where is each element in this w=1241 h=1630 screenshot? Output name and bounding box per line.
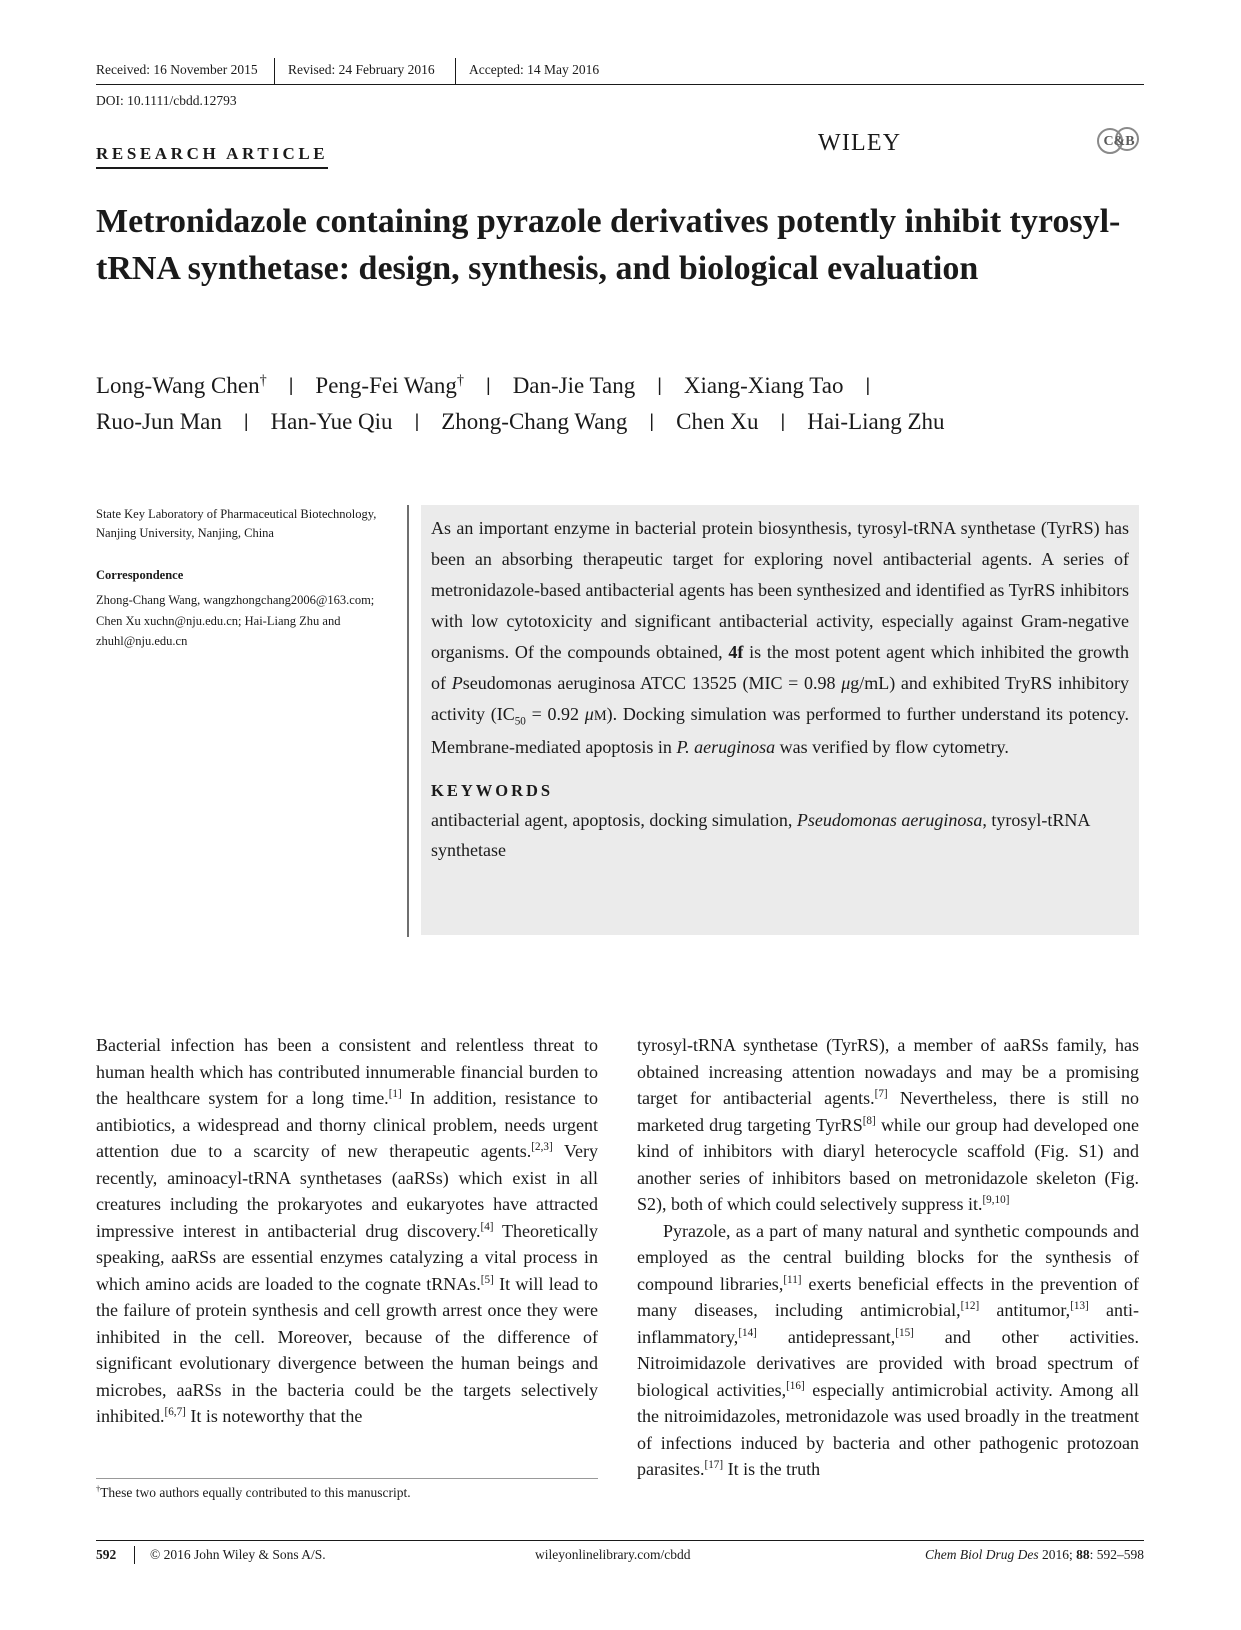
citation[interactable]: [16] <box>786 1379 805 1392</box>
citation[interactable]: [11] <box>783 1273 802 1286</box>
citation[interactable]: [4] <box>480 1220 494 1233</box>
divider <box>455 58 456 84</box>
footer-rule <box>96 1540 1144 1541</box>
abstract-box <box>421 505 1139 935</box>
received-date: Received: 16 November 2015 <box>96 62 258 77</box>
journal-logo-icon <box>1096 124 1142 158</box>
citation[interactable]: [2,3] <box>531 1141 553 1153</box>
revised-date: Revised: 24 February 2016 <box>288 62 435 77</box>
citation[interactable]: [7] <box>874 1088 888 1100</box>
footnote: †These two authors equally contributed to this manuscript. <box>96 1484 411 1500</box>
citation[interactable]: [14] <box>738 1326 757 1339</box>
article-type-label: RESEARCH ARTICLE <box>96 144 328 169</box>
keywords-text: antibacterial agent, apoptosis, docking simulation, Pseudomonas aeruginosa, tyrosyl-tRNA synthetase <box>431 810 1090 860</box>
author-list-line-1: Long-Wang Chen† | Peng-Fei Wang† | Dan-Jie Tang | Xiang-Xiang Tao | <box>96 372 871 398</box>
footnote-rule <box>96 1478 598 1479</box>
journal-citation: Chem Biol Drug Des 2016; 88: 592–598 <box>924 1547 1144 1562</box>
journal-logo-text: C&B <box>1103 134 1135 149</box>
citation[interactable]: [5] <box>480 1273 494 1286</box>
citation[interactable]: [17] <box>704 1459 724 1471</box>
publisher-logo: WILEY <box>818 130 902 156</box>
author-name[interactable]: Dan-Jie Tang <box>512 373 636 398</box>
keywords-heading: KEYWORDS <box>431 781 554 800</box>
citation[interactable]: [13] <box>1070 1300 1089 1312</box>
citation[interactable]: [9,10] <box>982 1194 1010 1206</box>
abstract-rule <box>407 505 409 937</box>
page-number: 592 <box>96 1547 117 1562</box>
citation[interactable]: [8] <box>862 1114 876 1127</box>
citation[interactable]: [6,7] <box>164 1406 186 1418</box>
author-name[interactable]: Peng-Fei Wang† <box>315 372 464 398</box>
article-title: Metronidazole containing pyrazole derivatives potently inhibit tyrosyl-tRNA synthetase: design, synthesis, and biological evaluation <box>96 203 1121 287</box>
body-column-left: Bacterial infection has been a consistent and relentless threat to human health which has contributed innumerable financial burden to the healthcare system for a long time.[1] In addition, resistance to antibiotics, a widespread and thorny clinical problem, needs urgent attention due to a scarcity of new therapeutic agents.[2,3] Very recently, aminoacyl-tRNA synthetases (aaRSs) which exist in all creatures including the prokaryotes and eukaryotes have attracted impressive interest in antibacterial drug discovery.[4] Theoretically speaking, aaRSs are essential enzymes catalyzing a vital process in which amino acids are loaded to the cognate tRNAs.[5] It will lead to the failure of protein synthesis and cell growth arrest once they were inhibited in the cell. Moreover, because of the difference of significant evolutionary divergence between the human beings and microbes, aaRSs in the bacteria could be the targets selectively inhibited.[6,7] It is noteworthy that the <box>96 1035 599 1426</box>
citation[interactable]: [1] <box>388 1088 402 1100</box>
author-name[interactable]: Hai-Liang Zhu <box>807 409 945 434</box>
citation[interactable]: [12] <box>960 1300 980 1312</box>
divider <box>134 1546 135 1564</box>
copyright: © 2016 John Wiley & Sons A/S. <box>150 1547 326 1562</box>
journal-url-link[interactable]: wileyonlinelibrary.com/cbdd <box>535 1547 691 1562</box>
author-name[interactable]: Ruo-Jun Man <box>96 409 222 434</box>
affiliation: State Key Laboratory of Pharmaceutical Biotechnology, Nanjing University, Nanjing, China <box>96 507 377 540</box>
author-name[interactable]: Long-Wang Chen† <box>96 372 267 398</box>
body-column-right: tyrosyl-tRNA synthetase (TyrRS), a member of aaRSs family, has obtained increasing attention nowadays and may be a promising target for antibacterial agents.[7] Nevertheless, there is still no marketed drug targeting TyrRS[8] while our group had developed one kind of inhibitors with diaryl heterocycle scaffold (Fig. S1) and another series of inhibitors based on metronidazole skeleton (Fig. S2), both of which could selectively suppress it.[9,10] Pyrazole, as a part of many natural and synthetic compounds and employed as the central building blocks for the synthesis of compound libraries,[11] exerts beneficial effects in the prevention of many diseases, including antimicrobial,[12] antitumor,[13] anti-inflammatory,[14] antidepressant,[15] and other activities. Nitroimidazole derivatives are provided with broad spectrum of biological activities,[16] especially antimicrobial activity. Among all the nitroimidazoles, metronidazole was used broadly in the treatment of infections induced by bacteria and other pathogenic protozoan parasites.[17] It is the truth <box>637 1035 1140 1479</box>
citation[interactable]: [15] <box>895 1326 914 1339</box>
article-history <box>96 58 1144 85</box>
correspondence-text: Zhong-Chang Wang, wangzhongchang2006@163.com; Chen Xu xuchn@nju.edu.cn; Hai-Liang Zhu and zhuhl@nju.edu.cn <box>96 593 375 648</box>
divider <box>274 58 275 84</box>
author-name[interactable]: Han-Yue Qiu <box>270 409 393 434</box>
abstract-text: As an important enzyme in bacterial protein biosynthesis, tyrosyl-tRNA synthetase (TyrRS) has been an absorbing therapeutic target for exploring novel antibacterial agents. A series of metronidazole-based antibacterial agents has been synthesized and identified as TyrRS inhibitors with low cytotoxicity and significant antibacterial activity, especially against Gram-negative organisms. Of the compounds obtained, 4f is the most potent agent which inhibited the growth of Pseudomonas aeruginosa ATCC 13525 (MIC = 0.98 μg/mL) and exhibited TryRS inhibitory activity ($IC_{50} = 0.92$ μM). Docking simulation was performed to further understand its potency. Membrane-mediated apoptosis in P. aeruginosa was verified by flow cytometry. <box>431 518 1130 757</box>
author-name[interactable]: Xiang-Xiang Tao <box>683 373 844 398</box>
author-name[interactable]: Chen Xu <box>676 409 759 434</box>
author-name[interactable]: Zhong-Chang Wang <box>441 409 628 434</box>
author-list-line-2: Ruo-Jun Man | Han-Yue Qiu | Zhong-Chang Wang | Chen Xu | Hai-Liang Zhu <box>96 409 945 434</box>
accepted-date: Accepted: 14 May 2016 <box>469 62 600 77</box>
doi[interactable]: DOI: 10.1111/cbdd.12793 <box>96 93 237 108</box>
correspondence-heading: Correspondence <box>96 568 184 582</box>
